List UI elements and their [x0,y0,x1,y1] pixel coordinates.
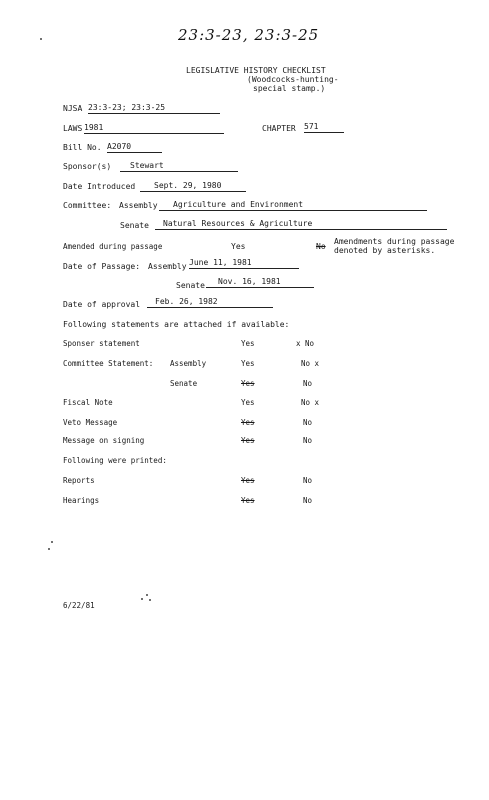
passage-label: Date of Passage: [63,262,141,271]
sponsor-value: Stewart [120,161,238,172]
sponsor-label: Sponsor(s) [63,162,112,171]
printed-row-label: Reports [63,476,95,485]
attached-row-sub: Senate [170,379,198,388]
printed-row-yes: Yes [241,496,255,505]
printed-heading: Following were printed: [63,456,167,465]
attached-row-yes: Yes [241,398,255,407]
committee-senate-label: Senate [120,221,149,230]
attached-row-no: No [303,436,313,445]
laws-label: LAWS [63,124,83,133]
checklist-title: LEGISLATIVE HISTORY CHECKLIST [186,66,326,75]
printed-row-label: Hearings [63,496,100,505]
attached-row-no: No [303,379,313,388]
chapter-value: 571 [304,122,344,133]
attached-row-yes: Yes [241,436,255,445]
checklist-subtitle-2: special stamp.) [253,84,326,93]
passage-assembly-value: June 11, 1981 [189,258,299,269]
scan-speck [141,598,143,600]
amended-note-1: Amendments during passage [334,237,455,246]
scan-speck [40,38,42,40]
attached-row-no: No [303,418,313,427]
scan-speck [146,594,148,596]
handwritten-statute-note: 23:3-23, 23:3-25 [178,26,320,44]
chapter-label: CHAPTER [262,124,296,133]
laws-value: 1981 [84,123,224,134]
date-introduced-value: Sept. 29, 1980 [140,181,246,192]
date-introduced-label: Date Introduced [63,182,136,191]
committee-assembly-value: Agriculture and Environment [159,200,427,211]
attached-row-label: Committee Statement: [63,359,154,368]
bill-label: Bill No. [63,143,102,152]
amended-yes: Yes [231,242,246,251]
passage-senate-value: Nov. 16, 1981 [206,277,314,288]
scan-speck [51,541,53,543]
amended-label: Amended during passage [63,242,163,251]
passage-assembly-label: Assembly [148,262,187,271]
scan-speck [48,548,50,550]
attached-row-no: No x [301,398,320,407]
attached-row-yes: Yes [241,418,255,427]
attached-heading: Following statements are attached if available: [63,320,290,329]
attached-row-label: Fiscal Note [63,398,113,407]
njsa-label: NJSA [63,104,83,113]
printed-row-yes: Yes [241,476,255,485]
passage-senate-label: Senate [176,281,205,290]
attached-row-yes: Yes [241,339,255,348]
amended-no: No [316,242,326,251]
footer-date: 6/22/81 [63,601,95,610]
scan-speck [149,599,151,601]
amended-note-2: denoted by asterisks. [334,246,436,255]
attached-row-label: Veto Message [63,418,118,427]
printed-row-no: No [303,476,313,485]
attached-row-yes: Yes [241,359,255,368]
committee-label: Committee: [63,201,112,210]
bill-value: A2070 [107,142,162,153]
printed-row-no: No [303,496,313,505]
attached-row-no: No x [301,359,320,368]
njsa-value: 23:3-23; 23:3-25 [88,103,220,114]
attached-row-no: x No [296,339,315,348]
attached-row-label: Message on signing [63,436,145,445]
attached-row-sub: Assembly [170,359,207,368]
approval-label: Date of approval [63,300,141,309]
approval-value: Feb. 26, 1982 [147,297,273,308]
checklist-subtitle-1: (Woodcocks-hunting- [247,75,339,84]
attached-row-yes: Yes [241,379,255,388]
committee-senate-value: Natural Resources & Agriculture [155,219,447,230]
attached-row-label: Sponser statement [63,339,140,348]
committee-assembly-label: Assembly [119,201,158,210]
